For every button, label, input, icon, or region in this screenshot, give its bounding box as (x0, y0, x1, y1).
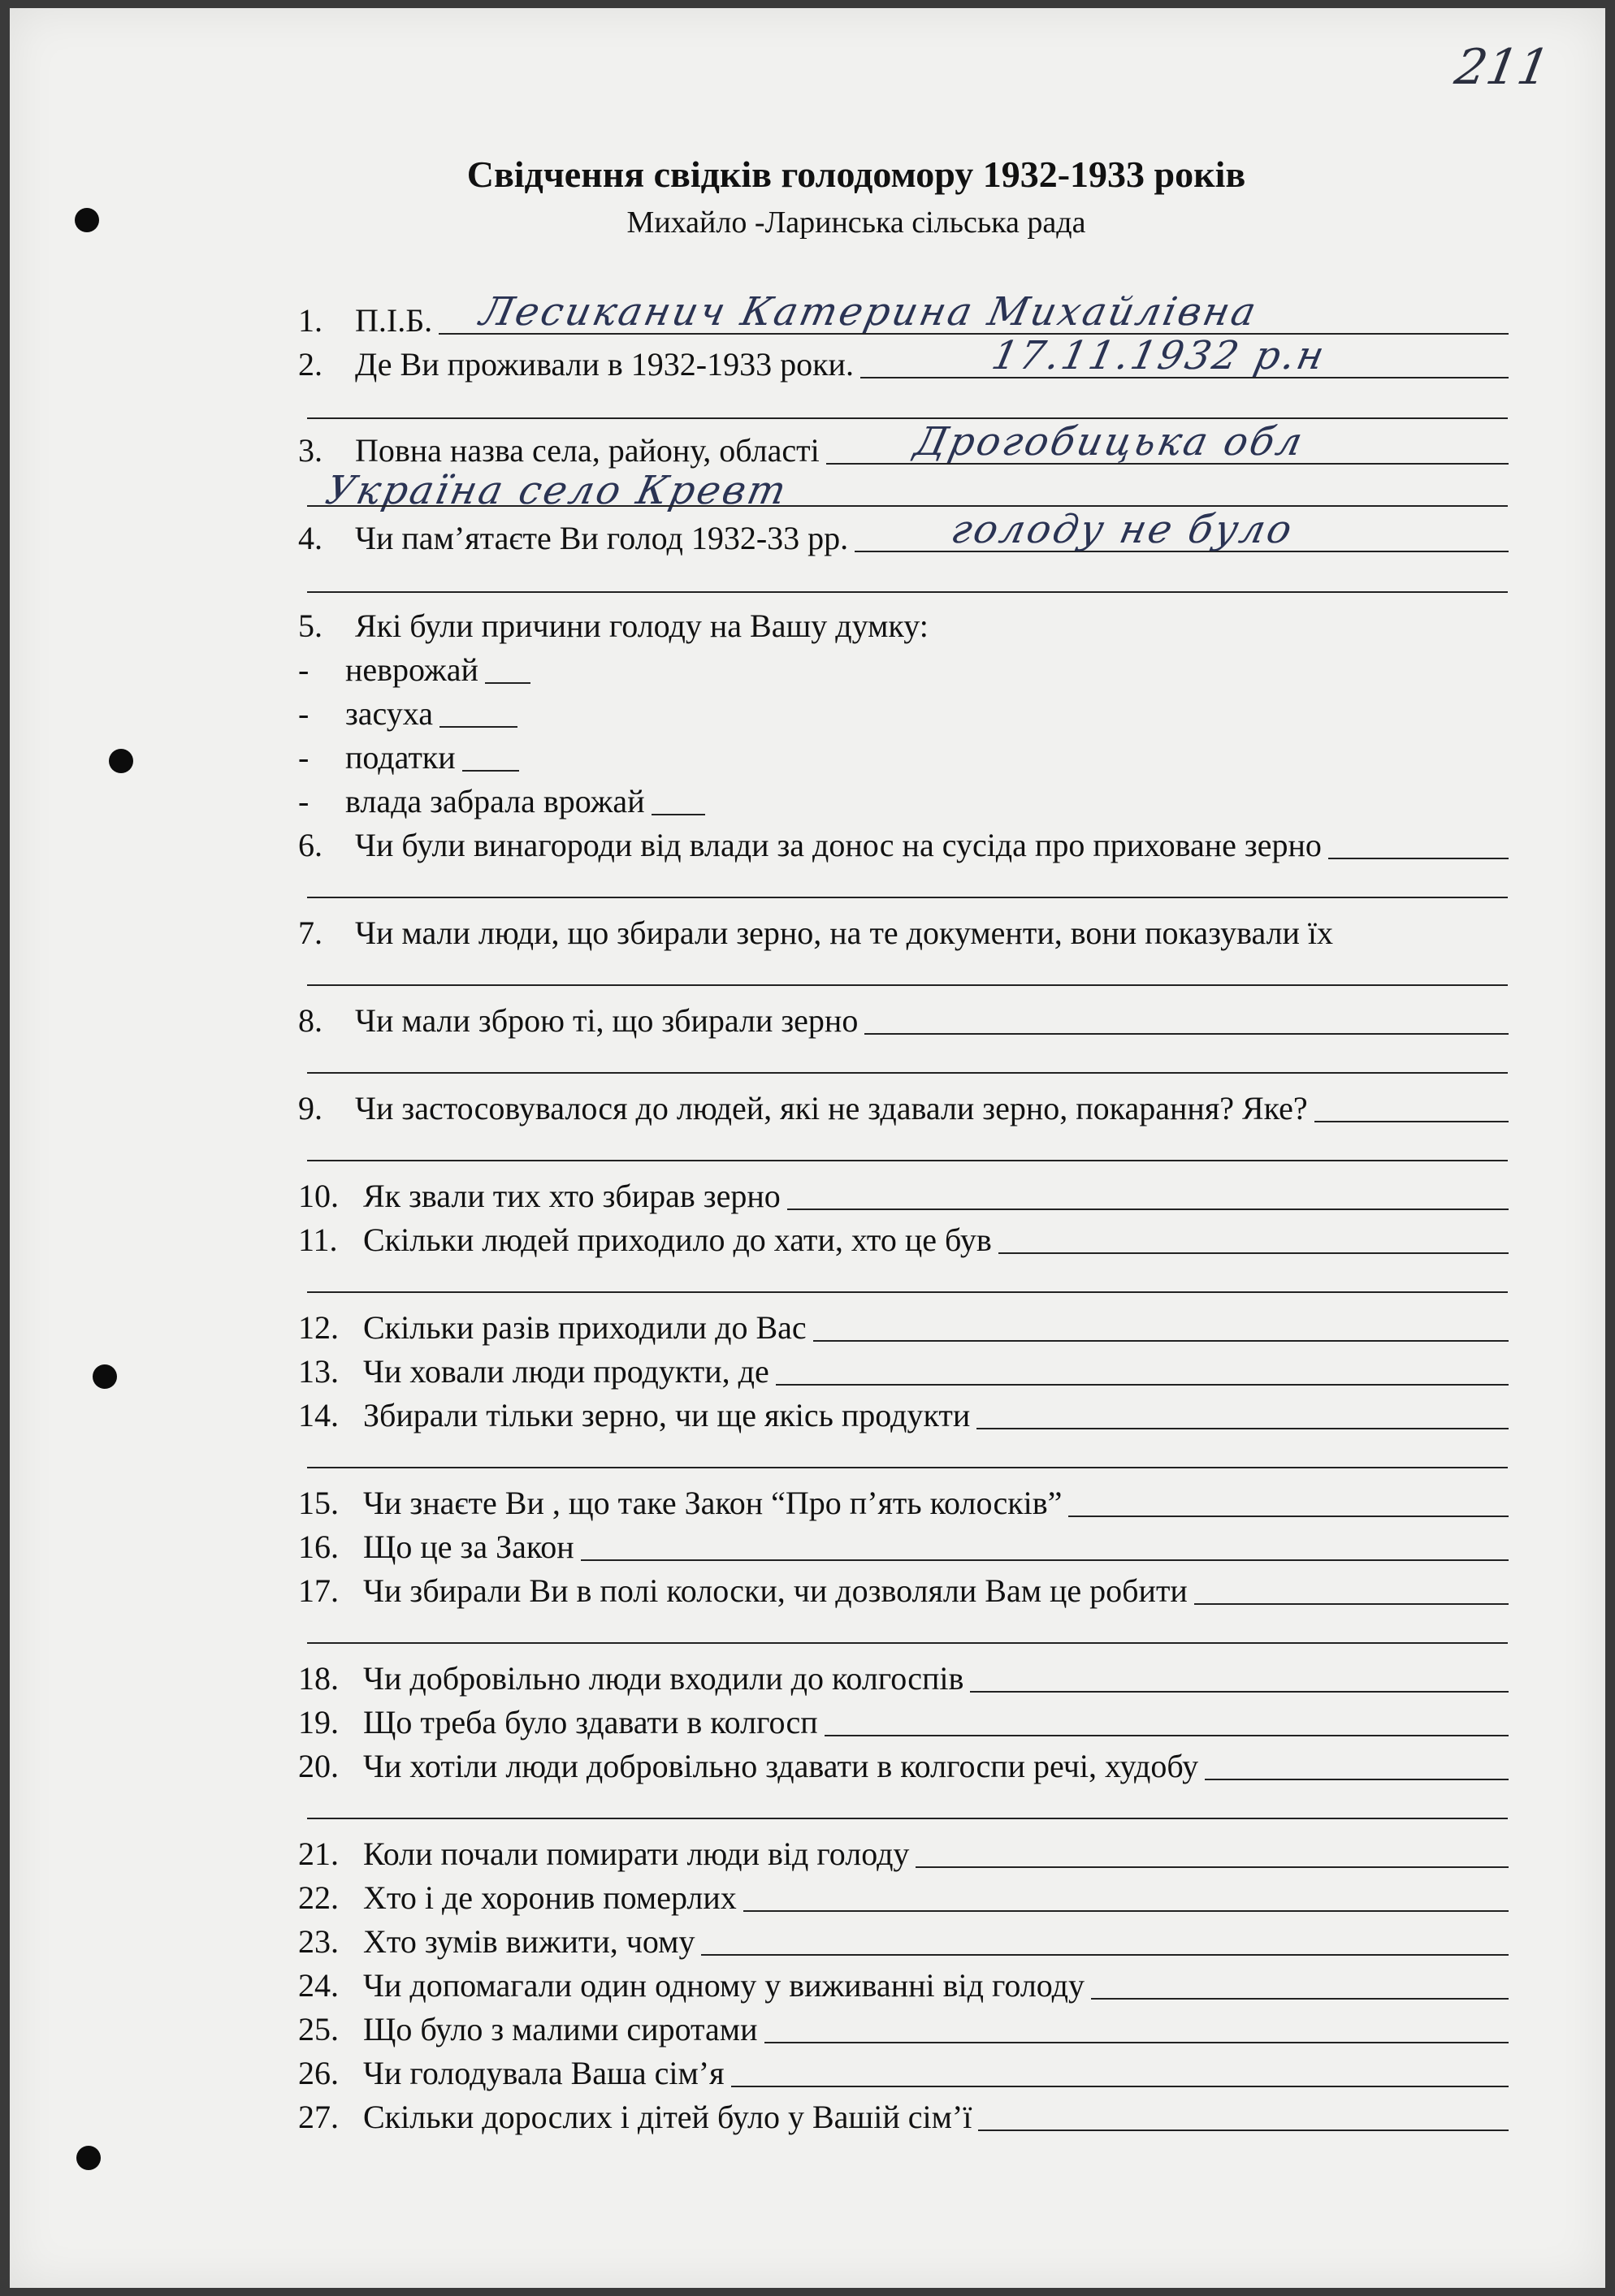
answer-line (998, 1251, 1509, 1254)
question-4: 4. Чи пам’ятаєте Ви голод 1932-33 рр. (298, 517, 1509, 557)
punch-hole (109, 749, 133, 773)
answer-line (1314, 1119, 1509, 1122)
cause-option: - податки (298, 736, 1509, 776)
question-27: 27. Скільки дорослих і дітей було у Вашій сім’ї (298, 2095, 1509, 2136)
question-15: 15. Чи знаєте Ви , що таке Закон “Про п’ять колосків” (298, 1481, 1509, 1522)
answer-line (485, 681, 530, 684)
answer-line (307, 1818, 1508, 1819)
answer-line (916, 1865, 1509, 1868)
document-page (10, 8, 1605, 2288)
answer-line (813, 1338, 1509, 1342)
answer-line (731, 2084, 1509, 2087)
handwritten-name: Лесиканич Катерина Михайлівна (476, 289, 1262, 335)
answer-line (652, 812, 705, 815)
question-3: 3. Повна назва села, району, області (298, 429, 1509, 469)
question-23: 23. Хто зумів вижити, чому (298, 1920, 1509, 1961)
answer-line (462, 768, 519, 772)
question-25: 25. Що було з малими сиротами (298, 2008, 1509, 2048)
question-21: 21. Коли почали помирати люди від голоду (298, 1832, 1509, 1873)
answer-line (307, 897, 1508, 898)
question-18: 18. Чи добровільно люди входили до колгоспів (298, 1657, 1509, 1697)
document-title: Свідчення свідків голодомору 1932-1933 років (466, 153, 1246, 195)
question-17: 17. Чи збирали Ви в полі колоски, чи дозволяли Вам це робити (298, 1569, 1509, 1610)
answer-line (1068, 1514, 1509, 1517)
handwritten-place-1: Дрогобицька обл (911, 419, 1309, 465)
answer-line (776, 1382, 1509, 1386)
question-7: 7. Чи мали люди, що збирали зерно, на те документи, вони показували їх (298, 915, 1334, 951)
answer-line (764, 2040, 1509, 2043)
question-9: 9. Чи застосовувалося до людей, які не здавали зерно, покарання? Яке? (298, 1087, 1509, 1127)
answer-line (307, 984, 1508, 986)
question-2: 2. Де Ви проживали в 1932-1933 роки. (298, 343, 1509, 383)
question-20: 20. Чи хотіли люди добровільно здавати в колгоспи речі, худобу (298, 1745, 1509, 1785)
answer-line (787, 1207, 1509, 1210)
answer-line (307, 591, 1508, 593)
answer-line (701, 1952, 1509, 1956)
answer-line (307, 1291, 1508, 1293)
handwritten-birth: 17.11.1932 р.н (988, 333, 1331, 378)
question-5: 5. Які були причини голоду на Вашу думку: (298, 608, 929, 644)
punch-hole (93, 1364, 117, 1389)
document-subtitle: Михайло -Ларинська сільська рада (626, 205, 1086, 240)
answer-line (978, 2128, 1509, 2131)
answer-line (439, 724, 517, 728)
question-11: 11. Скільки людей приходило до хати, хто це був (298, 1218, 1509, 1259)
question-24: 24. Чи допомагали один одному у виживанні від голоду (298, 1964, 1509, 2004)
question-19: 19. Що треба було здавати в колгосп (298, 1701, 1509, 1741)
answer-line (307, 505, 1508, 507)
answer-line (307, 417, 1508, 419)
answer-line (864, 1031, 1509, 1035)
cause-option: - неврожай (298, 648, 1509, 689)
cause-option: - влада забрала врожай (298, 780, 1509, 820)
answer-line (743, 1909, 1509, 1912)
question-22: 22. Хто і де хоронив померлих (298, 1876, 1509, 1917)
answer-line (1328, 856, 1509, 859)
question-6: 6. Чи були винагороди від влади за донос на сусіда про приховане зерно (298, 824, 1509, 864)
answer-line (581, 1558, 1509, 1561)
question-1: 1. П.І.Б. (298, 299, 1509, 339)
archive-number: 211 (1450, 39, 1554, 96)
question-14: 14. Збирали тільки зерно, чи ще якісь продукти (298, 1394, 1509, 1434)
handwritten-place-2: Україна село Кревт (322, 468, 793, 513)
answer-line (307, 1467, 1508, 1468)
answer-line (307, 1160, 1508, 1161)
answer-line (1091, 1996, 1509, 2000)
answer-line (1194, 1602, 1509, 1605)
answer-line (970, 1689, 1509, 1693)
handwritten-memory: голоду не було (947, 507, 1298, 552)
answer-line (307, 1642, 1508, 1644)
punch-hole (76, 2146, 101, 2170)
answer-line (825, 1733, 1509, 1736)
answer-line (307, 1072, 1508, 1074)
question-12: 12. Скільки разів приходили до Вас (298, 1306, 1509, 1347)
question-13: 13. Чи ховали люди продукти, де (298, 1350, 1509, 1390)
answer-line (1205, 1777, 1509, 1780)
question-10: 10. Як звали тих хто збирав зерно (298, 1174, 1509, 1215)
question-16: 16. Що це за Закон (298, 1525, 1509, 1566)
question-8: 8. Чи мали зброю ті, що збирали зерно (298, 999, 1509, 1040)
question-26: 26. Чи голодувала Ваша сім’я (298, 2052, 1509, 2092)
answer-line (976, 1426, 1509, 1429)
cause-option: - засуха (298, 692, 1509, 733)
